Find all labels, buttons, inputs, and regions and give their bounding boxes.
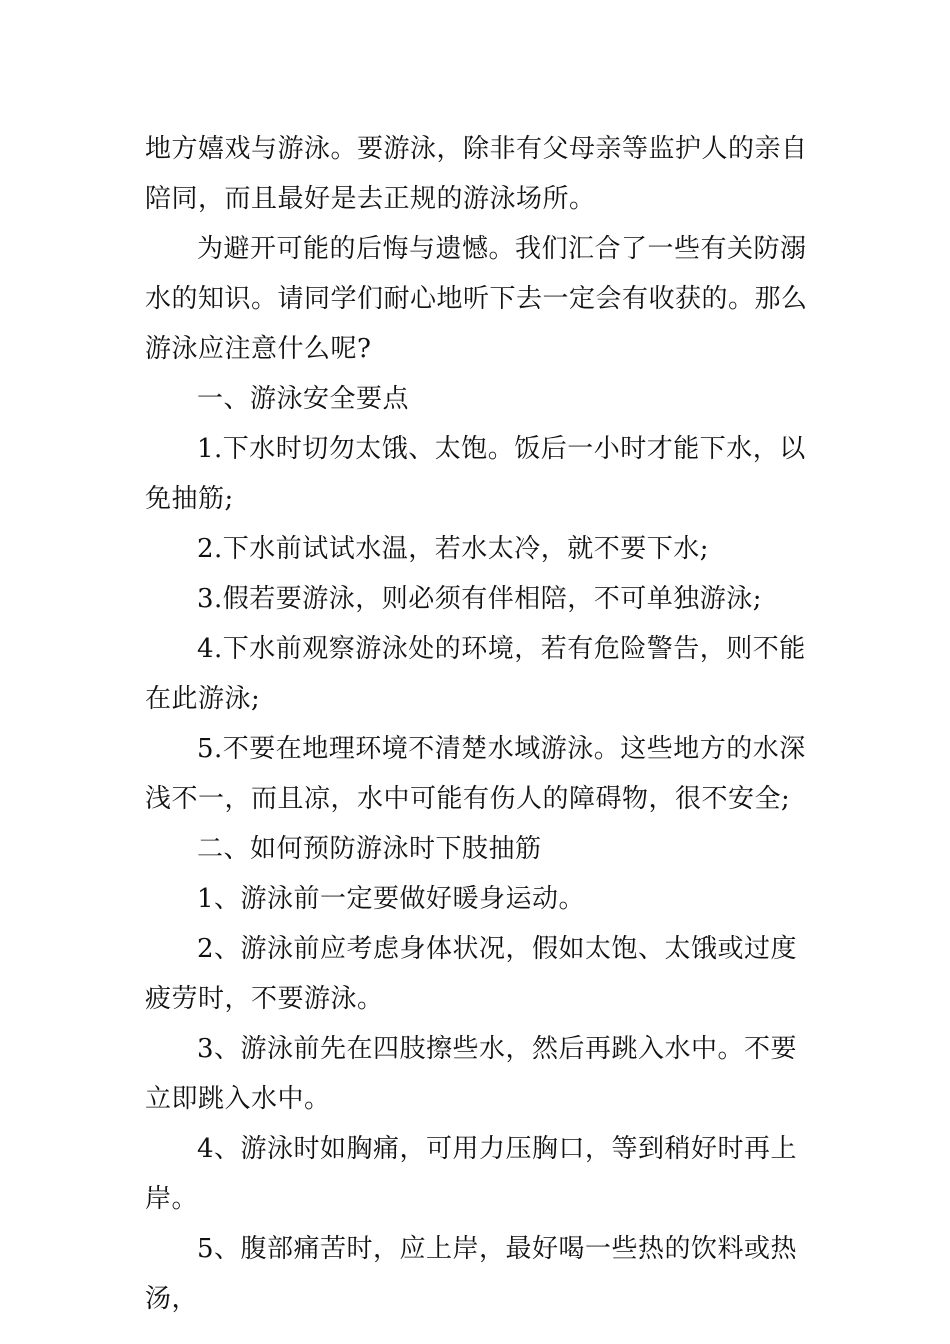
document-body	[145, 124, 815, 1324]
list-item: 3、游泳前先在四肢擦些水，然后再跳入水中。不要立即跳入水中。	[145, 1034, 798, 1114]
list-item: 3.假若要游泳，则必须有伴相陪，不可单独游泳;	[197, 584, 763, 614]
section-heading-cramp-prevention: 二、如何预防游泳时下肢抽筋	[197, 834, 542, 864]
list-item: 5.不要在地理环境不清楚水域游泳。这些地方的水深浅不一，而且凉，水中可能有伤人的障碍物，很不安全;	[145, 734, 806, 814]
list-item: 5、腹部痛苦时，应上岸，最好喝一些热的饮料或热汤，	[145, 1234, 798, 1314]
section-heading-safety-points: 一、游泳安全要点	[197, 384, 410, 414]
list-item: 1、游泳前一定要做好暖身运动。	[197, 884, 586, 914]
paragraph-continuation: 地方嬉戏与游泳。要游泳，除非有父母亲等监护人的亲自陪同，而且最好是去正规的游泳场所。	[145, 134, 808, 214]
list-item: 2.下水前试试水温，若水太冷，就不要下水;	[197, 534, 710, 564]
list-item: 2、游泳前应考虑身体状况，假如太饱、太饿或过度疲劳时，不要游泳。	[145, 934, 798, 1014]
list-item: 1.下水时切勿太饿、太饱。饭后一小时才能下水，以免抽筋;	[145, 434, 806, 514]
paragraph-intro: 为避开可能的后悔与遗憾。我们汇合了一些有关防溺水的知识。请同学们耐心地听下去一定会有收获的。那么游泳应注意什么呢?	[145, 234, 808, 364]
list-item: 4.下水前观察游泳处的环境，若有危险警告，则不能在此游泳;	[145, 634, 806, 714]
list-item: 4、游泳时如胸痛，可用力压胸口，等到稍好时再上岸。	[145, 1134, 798, 1214]
